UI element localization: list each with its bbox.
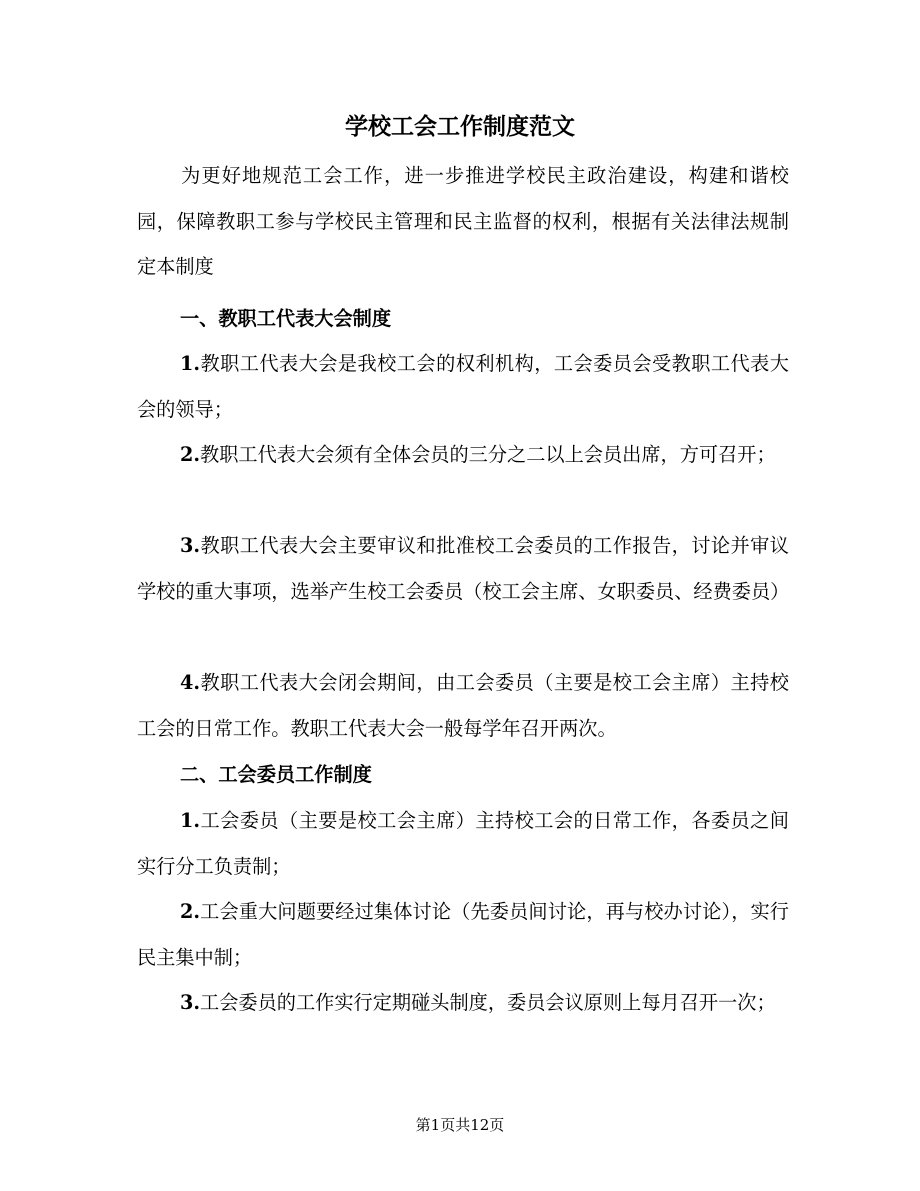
section-2-item-2	[137, 889, 789, 980]
intro-text: 为更好地规范工会工作，进一步推进学校民主政治建设，构建和谐校园，保障教职工参与学校民主管理和民主监督的权利，根据有关法律法规制定本制度	[137, 164, 789, 278]
section-2-item-1	[137, 798, 789, 889]
page-number-footer: 第1页共12页	[415, 1116, 505, 1134]
item-number: 4.	[180, 671, 201, 694]
item-text: 教职工代表大会主要审议和批准校工会委员的工作报告，讨论并审议学校的重大事项，选举产生校工会委员（校工会主席、女职委员、经费委员）	[137, 534, 790, 603]
item-number: 3.	[180, 534, 201, 557]
section-1-item-2	[137, 432, 789, 478]
item-number: 1.	[180, 352, 201, 375]
section-1-item-3	[137, 523, 789, 614]
item-number: 1.	[180, 809, 201, 832]
item-text: 教职工代表大会须有全体会员的三分之二以上会员出席，方可召开；	[200, 443, 776, 466]
section-1-item-4	[137, 660, 789, 751]
item-text: 工会重大问题要经过集体讨论（先委员间讨论，再与校办讨论），实行民主集中制；	[137, 900, 789, 969]
section-1-item-1	[137, 341, 789, 432]
item-text: 教职工代表大会闭会期间，由工会委员（主要是校工会主席）主持校工会的日常工作。教职工代表大会一般每学年召开两次。	[137, 671, 789, 740]
section-2-item-3	[137, 980, 789, 1026]
item-text: 教职工代表大会是我校工会的权利机构，工会委员会受教职工代表大会的领导；	[137, 352, 789, 421]
item-number: 3.	[180, 991, 201, 1014]
item-text: 工会委员（主要是校工会主席）主持校工会的日常工作，各委员之间实行分工负责制；	[137, 809, 789, 878]
intro-paragraph	[137, 153, 789, 290]
section-heading-1: 一、教职工代表大会制度	[180, 307, 392, 330]
item-number: 2.	[180, 900, 201, 923]
section-heading-2: 二、工会委员工作制度	[180, 763, 372, 786]
item-text: 工会委员的工作实行定期碰头制度，委员会议原则上每月召开一次；	[200, 991, 776, 1014]
item-number: 2.	[180, 443, 201, 466]
document-title: 学校工会工作制度范文	[345, 113, 575, 140]
